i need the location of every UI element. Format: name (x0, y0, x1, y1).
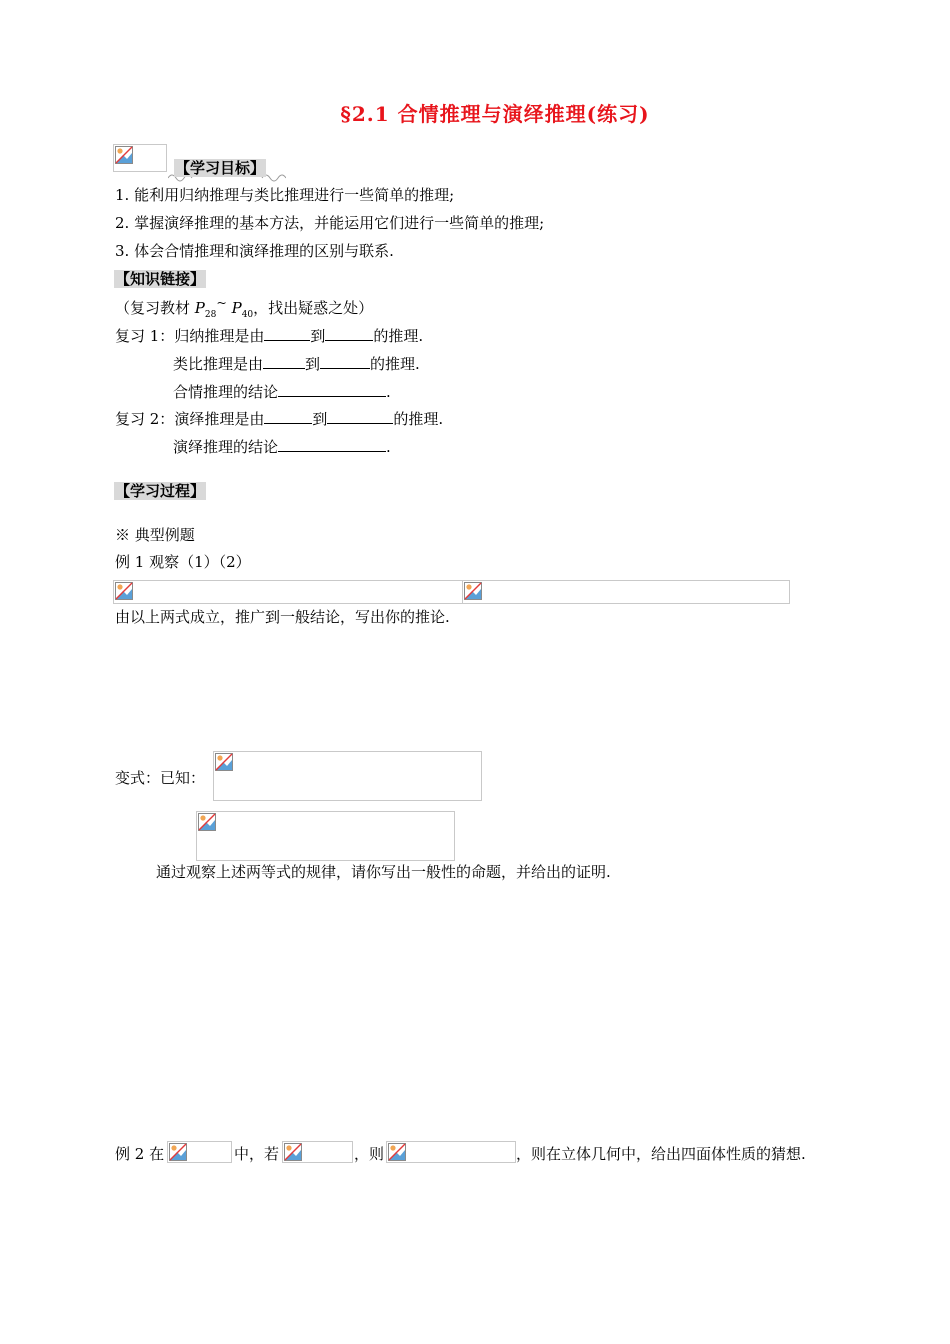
example-1-label: 例 1 观察（1）（2） (115, 553, 251, 571)
formula-image-placeholder (386, 1141, 516, 1163)
example-2-text-d: ，则在立体几何中，给出四面体性质的猜想. (516, 1145, 806, 1163)
review-text: 到 (305, 355, 321, 373)
review-1-line-3 (173, 380, 391, 402)
fill-blank[interactable] (325, 324, 373, 341)
fill-blank[interactable] (264, 324, 310, 341)
review-label: 复习 1： (115, 327, 175, 345)
review-text: 合情推理的结论 (173, 383, 279, 401)
review-text: . (386, 383, 391, 401)
broken-image-icon (284, 1143, 302, 1161)
formula-image-placeholder (213, 751, 482, 801)
fill-blank[interactable] (278, 435, 386, 452)
review-text: 的推理. (393, 410, 444, 428)
objective-item: 2. 掌握演绎推理的基本方法，并能运用它们进行一些简单的推理; (115, 214, 545, 232)
review-intro-text: ，找出疑惑之处） (253, 299, 374, 317)
example-2-text-b: 中，若 (234, 1145, 280, 1163)
fill-blank[interactable] (264, 407, 312, 424)
broken-image-icon (388, 1143, 406, 1161)
review-1-line-1 (115, 324, 423, 346)
broken-image-icon (115, 146, 133, 164)
page-ref-letter: P (231, 299, 242, 317)
review-intro-text: （复习教材 (115, 299, 195, 317)
review-text: 到 (310, 327, 326, 345)
tilde-symbol: ~ (216, 295, 227, 310)
formula-image-placeholder (462, 580, 790, 604)
review-text: 演绎推理是由 (174, 410, 265, 428)
formula-image-placeholder (113, 580, 463, 604)
review-2-line-2 (173, 435, 391, 457)
example-2-text-c: ，则 (354, 1145, 385, 1163)
section-heading-objectives (174, 157, 266, 178)
section-heading-knowledge (114, 268, 206, 289)
review-text: 到 (312, 410, 328, 428)
broken-image-icon (215, 753, 233, 771)
review-1-line-2 (173, 352, 420, 374)
example-1-conclusion: 由以上两式成立，推广到一般结论，写出你的推论. (115, 608, 450, 626)
broken-image-icon (198, 813, 216, 831)
fill-blank[interactable] (278, 380, 386, 397)
typical-examples-heading: ※ 典型例题 (115, 526, 195, 544)
review-text: 的推理. (370, 355, 420, 373)
formula-image-placeholder (282, 1141, 353, 1163)
variant-task: 通过观察上述两等式的规律，请你写出一般性的命题，并给出的证明. (156, 863, 611, 881)
page-title: §2.1 合情推理与演绎推理(练习) (340, 102, 650, 126)
review-text: 类比推理是由 (173, 355, 264, 373)
section-heading-process (114, 480, 206, 501)
broken-image-placeholder (113, 144, 167, 172)
broken-image-icon (464, 582, 482, 600)
section-heading-label: 【学习过程】 (115, 482, 206, 500)
broken-image-icon (115, 582, 133, 600)
variant-label: 变式：已知： (115, 769, 206, 787)
page-ref-letter: P (194, 299, 205, 317)
review-text: . (386, 438, 391, 456)
section-heading-label: 【学习目标】 (175, 159, 266, 177)
example-2-text-a: 例 2 在 (115, 1145, 165, 1163)
page-ref-number: 40 (241, 310, 254, 320)
page-ref-number: 28 (204, 310, 217, 320)
broken-image-icon (169, 1143, 187, 1161)
review-text: 演绎推理的结论 (173, 438, 279, 456)
formula-image-placeholder (167, 1141, 232, 1163)
fill-blank[interactable] (263, 352, 305, 369)
objective-item: 1. 能利用归纳推理与类比推理进行一些简单的推理; (115, 186, 455, 204)
formula-image-placeholder (196, 811, 455, 861)
section-heading-label: 【知识链接】 (115, 270, 206, 288)
review-2-line-1 (115, 407, 443, 429)
review-intro (115, 295, 373, 320)
review-label: 复习 2： (115, 410, 175, 428)
fill-blank[interactable] (327, 407, 393, 424)
fill-blank[interactable] (320, 352, 370, 369)
review-text: 归纳推理是由 (174, 327, 265, 345)
review-text: 的推理. (373, 327, 424, 345)
objective-item: 3. 体会合情推理和演绎推理的区别与联系. (115, 242, 394, 260)
